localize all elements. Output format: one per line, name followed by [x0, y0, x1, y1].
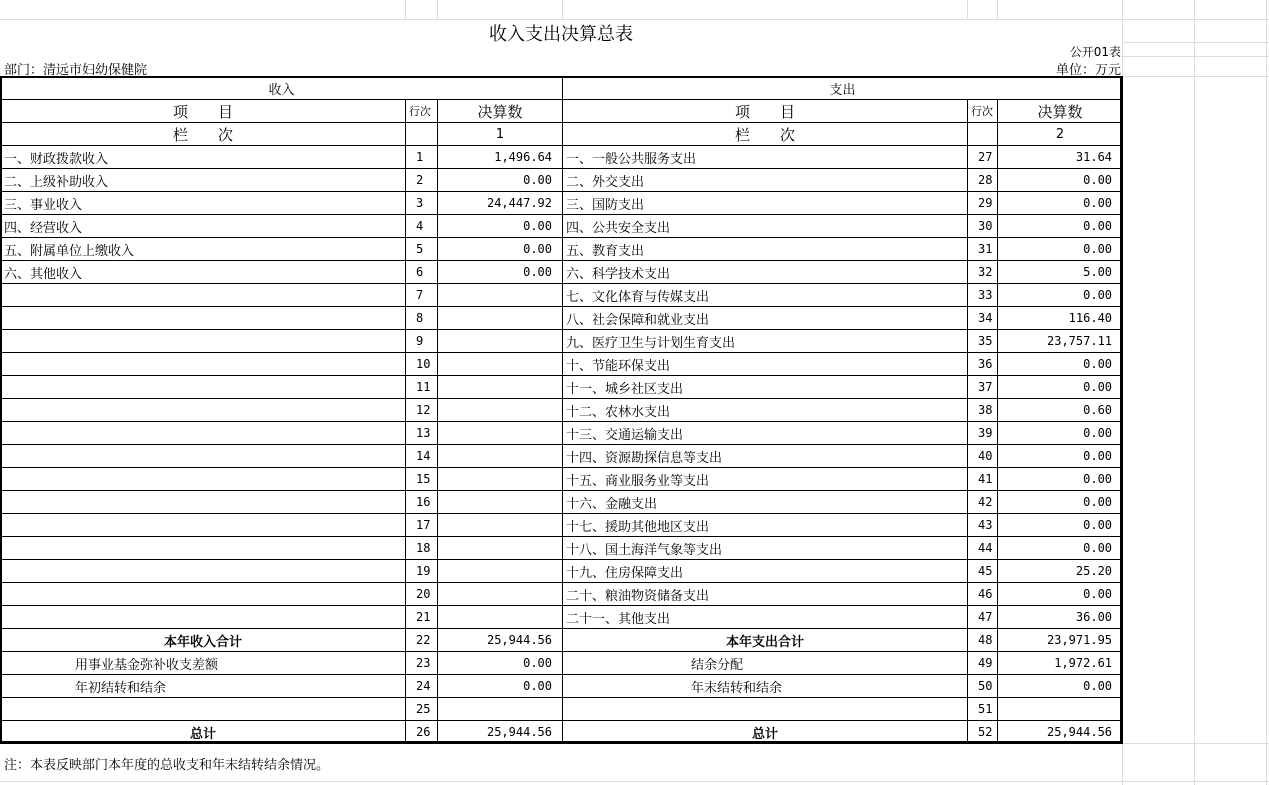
income-amount-cell: 0.00: [438, 652, 563, 675]
expense-row-number: 49: [968, 652, 998, 675]
expense-amount-cell: 0.00: [998, 445, 1123, 468]
expense-item-cell: 九、医疗卫生与计划生育支出: [563, 330, 968, 353]
income-item-header: 项 目: [1, 100, 406, 123]
table-row: [1, 422, 1123, 445]
expense-item-cell: 年末结转和结余: [563, 675, 968, 698]
expense-item-cell: 结余分配: [563, 652, 968, 675]
income-amount-cell: 24,447.92: [438, 192, 563, 215]
income-item-cell: [1, 307, 406, 330]
income-amount-cell: [438, 307, 563, 330]
expense-row-number: 39: [968, 422, 998, 445]
income-row-number: 6: [406, 261, 438, 284]
expense-row-number: 41: [968, 468, 998, 491]
expense-item-cell: 五、教育支出: [563, 238, 968, 261]
income-amount-header: 决算数: [438, 100, 563, 123]
table-row: [1, 169, 1123, 192]
expense-row-number: 48: [968, 629, 998, 652]
expense-amount-cell: 0.00: [998, 583, 1123, 606]
income-row-number: 22: [406, 629, 438, 652]
gridline: [1194, 0, 1195, 785]
income-amount-cell: [438, 445, 563, 468]
table-row: [1, 537, 1123, 560]
income-item-cell: [1, 491, 406, 514]
income-item-cell: [1, 537, 406, 560]
table-row: [1, 353, 1123, 376]
expense-amount-cell: 23,971.95: [998, 629, 1123, 652]
expense-item-cell: 十八、国土海洋气象等支出: [563, 537, 968, 560]
expense-item-cell: 二十、粮油物资储备支出: [563, 583, 968, 606]
expense-amount-cell: 0.00: [998, 468, 1123, 491]
table-row: [1, 583, 1123, 606]
income-amount-cell: [438, 698, 563, 721]
expense-item-cell: 十二、农林水支出: [563, 399, 968, 422]
income-expense-table: [0, 76, 1123, 744]
income-item-cell: 总计: [1, 721, 406, 744]
empty-cell: [406, 123, 438, 146]
expense-row-number: 50: [968, 675, 998, 698]
income-row-number: 13: [406, 422, 438, 445]
gridline: [437, 0, 438, 19]
expense-amount-cell: 0.00: [998, 376, 1123, 399]
income-row-number: 23: [406, 652, 438, 675]
expense-item-cell: 十、节能环保支出: [563, 353, 968, 376]
expense-row-no-header: 行次: [968, 100, 998, 123]
gridline: [1122, 42, 1269, 43]
table-row: [1, 238, 1123, 261]
income-item-cell: 五、附属单位上缴收入: [1, 238, 406, 261]
expense-row-number: 40: [968, 445, 998, 468]
expense-item-cell: 八、社会保障和就业支出: [563, 307, 968, 330]
income-section-header: 收入: [1, 77, 563, 100]
expense-item-cell: 十七、援助其他地区支出: [563, 514, 968, 537]
gridline: [997, 0, 998, 19]
expense-row-number: 44: [968, 537, 998, 560]
income-item-cell: [1, 353, 406, 376]
expense-amount-cell: 23,757.11: [998, 330, 1123, 353]
expense-amount-cell: 31.64: [998, 146, 1123, 169]
expense-amount-header: 决算数: [998, 100, 1123, 123]
expense-amount-cell: [998, 698, 1123, 721]
expense-item-cell: 一、一般公共服务支出: [563, 146, 968, 169]
expense-row-number: 27: [968, 146, 998, 169]
income-amount-cell: [438, 284, 563, 307]
income-item-cell: [1, 468, 406, 491]
expense-item-cell: 十六、金融支出: [563, 491, 968, 514]
table-row: [1, 445, 1123, 468]
table-row: [1, 514, 1123, 537]
income-amount-cell: 25,944.56: [438, 629, 563, 652]
income-row-number: 12: [406, 399, 438, 422]
expense-amount-cell: 0.00: [998, 215, 1123, 238]
table-row: [1, 376, 1123, 399]
table-row: [1, 261, 1123, 284]
column-number-row: [1, 123, 1123, 146]
expense-item-cell: 十一、城乡社区支出: [563, 376, 968, 399]
income-row-number: 11: [406, 376, 438, 399]
gridline: [1266, 0, 1267, 785]
expense-section-header: 支出: [563, 77, 1123, 100]
income-amount-cell: [438, 537, 563, 560]
expense-amount-cell: 116.40: [998, 307, 1123, 330]
expense-row-number: 35: [968, 330, 998, 353]
footnote: 注：本表反映部门本年度的总收支和年末结转结余情况。: [4, 758, 330, 773]
table-row: [1, 606, 1123, 629]
subtotal-row: [1, 629, 1123, 652]
income-row-number: 21: [406, 606, 438, 629]
gridline: [562, 0, 563, 19]
column-header-row: [1, 100, 1123, 123]
income-row-number: 20: [406, 583, 438, 606]
income-row-number: 26: [406, 721, 438, 744]
income-item-cell: [1, 330, 406, 353]
income-item-cell: 二、上级补助收入: [1, 169, 406, 192]
expense-amount-cell: 0.00: [998, 284, 1123, 307]
expense-row-number: 38: [968, 399, 998, 422]
income-item-cell: [1, 583, 406, 606]
expense-amount-cell: 0.00: [998, 422, 1123, 445]
income-item-cell: 一、财政拨款收入: [1, 146, 406, 169]
income-row-no-header: 行次: [406, 100, 438, 123]
income-item-cell: 三、事业收入: [1, 192, 406, 215]
gridline: [1122, 743, 1269, 744]
expense-item-cell: 二十一、其他支出: [563, 606, 968, 629]
income-amount-cell: [438, 560, 563, 583]
expense-amount-cell: 25.20: [998, 560, 1123, 583]
income-amount-cell: [438, 583, 563, 606]
expense-amount-cell: 0.00: [998, 353, 1123, 376]
table-row: [1, 698, 1123, 721]
expense-row-number: 31: [968, 238, 998, 261]
income-row-number: 15: [406, 468, 438, 491]
income-row-number: 16: [406, 491, 438, 514]
expense-item-cell: 总计: [563, 721, 968, 744]
income-item-cell: [1, 422, 406, 445]
income-item-cell: [1, 399, 406, 422]
expense-amount-cell: 25,944.56: [998, 721, 1123, 744]
income-amount-cell: 0.00: [438, 215, 563, 238]
expense-amount-cell: 0.00: [998, 238, 1123, 261]
expense-amount-cell: 1,972.61: [998, 652, 1123, 675]
section-header-row: [1, 77, 1123, 100]
expense-item-cell: 本年支出合计: [563, 629, 968, 652]
expense-item-cell: 三、国防支出: [563, 192, 968, 215]
table-row: [1, 146, 1123, 169]
expense-item-cell: 二、外交支出: [563, 169, 968, 192]
income-amount-cell: [438, 330, 563, 353]
unit-label: 单位：万元: [1055, 63, 1121, 78]
page-title: 收入支出决算总表: [489, 24, 633, 45]
income-row-number: 24: [406, 675, 438, 698]
income-item-cell: 年初结转和结余: [1, 675, 406, 698]
expense-row-number: 51: [968, 698, 998, 721]
income-amount-cell: 25,944.56: [438, 721, 563, 744]
expense-item-header: 项 目: [563, 100, 968, 123]
expense-row-number: 42: [968, 491, 998, 514]
income-item-cell: 本年收入合计: [1, 629, 406, 652]
income-amount-cell: [438, 514, 563, 537]
income-amount-cell: 0.00: [438, 675, 563, 698]
income-amount-cell: [438, 491, 563, 514]
expense-row-number: 29: [968, 192, 998, 215]
gridline: [1122, 76, 1269, 77]
gridline: [405, 0, 406, 19]
income-item-cell: [1, 606, 406, 629]
expense-item-cell: 七、文化体育与传媒支出: [563, 284, 968, 307]
income-row-number: 1: [406, 146, 438, 169]
table-row: [1, 491, 1123, 514]
expense-row-number: 47: [968, 606, 998, 629]
income-amount-cell: [438, 399, 563, 422]
income-amount-cell: 0.00: [438, 238, 563, 261]
expense-row-number: 43: [968, 514, 998, 537]
income-item-cell: [1, 698, 406, 721]
gridline: [967, 0, 968, 19]
empty-cell: [968, 123, 998, 146]
expense-item-cell: [563, 698, 968, 721]
expense-row-number: 33: [968, 284, 998, 307]
expense-item-cell: 十四、资源勘探信息等支出: [563, 445, 968, 468]
income-item-cell: [1, 514, 406, 537]
expense-row-number: 34: [968, 307, 998, 330]
income-row-number: 5: [406, 238, 438, 261]
expense-amount-cell: 5.00: [998, 261, 1123, 284]
expense-row-number: 45: [968, 560, 998, 583]
income-item-cell: 四、经营收入: [1, 215, 406, 238]
table-row: [1, 307, 1123, 330]
expense-item-cell: 十五、商业服务业等支出: [563, 468, 968, 491]
expense-row-number: 30: [968, 215, 998, 238]
income-row-number: 8: [406, 307, 438, 330]
income-item-cell: [1, 560, 406, 583]
form-number: 公开01表: [1069, 45, 1121, 59]
income-row-number: 10: [406, 353, 438, 376]
income-row-number: 2: [406, 169, 438, 192]
expense-item-cell: 六、科学技术支出: [563, 261, 968, 284]
income-row-number: 17: [406, 514, 438, 537]
income-item-cell: [1, 376, 406, 399]
table-row: [1, 399, 1123, 422]
department-label: 部门：清远市妇幼保健院: [4, 63, 148, 78]
expense-row-number: 37: [968, 376, 998, 399]
expense-amount-cell: 0.00: [998, 537, 1123, 560]
table-row: [1, 652, 1123, 675]
income-item-cell: [1, 284, 406, 307]
income-row-number: 25: [406, 698, 438, 721]
income-amount-cell: [438, 606, 563, 629]
income-row-number: 9: [406, 330, 438, 353]
income-row-number: 7: [406, 284, 438, 307]
expense-amount-cell: 36.00: [998, 606, 1123, 629]
expense-item-cell: 十三、交通运输支出: [563, 422, 968, 445]
income-row-number: 4: [406, 215, 438, 238]
table-row: [1, 192, 1123, 215]
table-row: [1, 468, 1123, 491]
income-row-number: 19: [406, 560, 438, 583]
expense-row-number: 46: [968, 583, 998, 606]
income-amount-cell: 0.00: [438, 169, 563, 192]
income-column-number: 1: [438, 123, 563, 146]
income-amount-cell: [438, 468, 563, 491]
gridline: [1122, 56, 1269, 57]
income-item-cell: [1, 445, 406, 468]
income-item-cell: 六、其他收入: [1, 261, 406, 284]
expense-row-number: 36: [968, 353, 998, 376]
table-row: [1, 560, 1123, 583]
expense-item-cell: 四、公共安全支出: [563, 215, 968, 238]
income-row-number: 3: [406, 192, 438, 215]
expense-amount-cell: 0.00: [998, 169, 1123, 192]
total-row: [1, 721, 1123, 744]
gridline: [0, 781, 1269, 782]
income-amount-cell: [438, 353, 563, 376]
expense-item-cell: 十九、住房保障支出: [563, 560, 968, 583]
income-column-label: 栏 次: [1, 123, 406, 146]
expense-column-label: 栏 次: [563, 123, 968, 146]
expense-column-number: 2: [998, 123, 1123, 146]
income-amount-cell: 0.00: [438, 261, 563, 284]
income-amount-cell: [438, 422, 563, 445]
income-amount-cell: 1,496.64: [438, 146, 563, 169]
table-row: [1, 215, 1123, 238]
expense-amount-cell: 0.00: [998, 514, 1123, 537]
expense-amount-cell: 0.00: [998, 491, 1123, 514]
table-row: [1, 284, 1123, 307]
income-row-number: 14: [406, 445, 438, 468]
expense-row-number: 28: [968, 169, 998, 192]
income-item-cell: 用事业基金弥补收支差额: [1, 652, 406, 675]
expense-amount-cell: 0.00: [998, 675, 1123, 698]
table-row: [1, 330, 1123, 353]
income-row-number: 18: [406, 537, 438, 560]
expense-row-number: 32: [968, 261, 998, 284]
expense-amount-cell: 0.60: [998, 399, 1123, 422]
expense-row-number: 52: [968, 721, 998, 744]
expense-amount-cell: 0.00: [998, 192, 1123, 215]
table-row: [1, 675, 1123, 698]
income-amount-cell: [438, 376, 563, 399]
